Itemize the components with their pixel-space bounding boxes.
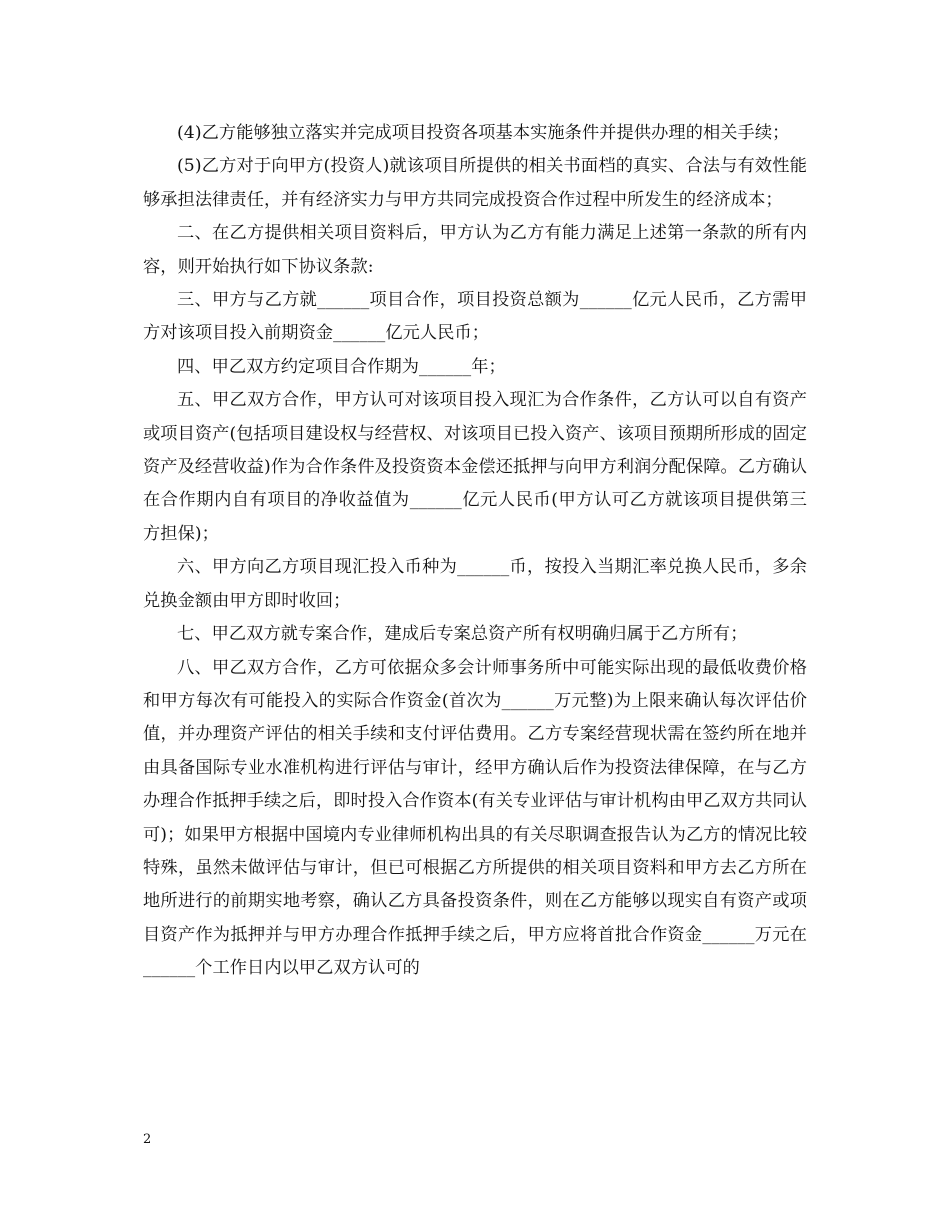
clause-paragraph-5: 五、甲乙双方合作，甲方认可对该项目投入现汇为合作条件，乙方认可以自有资产或项目资产(包括项目建设权与经营权、对该项目已投入资产、该项目预期所形成的固定资产及经营收益)作为合作条件及投资资本金偿还抵押与向甲方利润分配保障。乙方确认在合作期内自有项目的净收益值为______亿元人民币(甲方认可乙方就该项目提供第三方担保)； <box>143 390 807 544</box>
clause-paragraph-6: 六、甲方向乙方项目现汇投入币种为______币，按投入当期汇率兑换人民币，多余兑换金额由甲方即时收回； <box>143 557 807 611</box>
clause-paragraph-4: 四、甲乙双方约定项目合作期为______年； <box>177 356 506 377</box>
clause-paragraph-8: 八、甲乙双方合作，乙方可依据众多会计师事务所中可能实际出现的最低收费价格和甲方每次有可能投入的实际合作资金(首次为______万元整)为上限来确认每次评估价值，并办理资产评估的相关手续和支付评估费用。乙方专案经营现状需在签约所在地并由具备国际专业水准机构进行评估与审计，经甲方确认后作为投资法律保障，在与乙方办理合作抵押手续之后，即时投入合作资本(有关专业评估与审计机构由甲乙双方共同认可)；如果甲方根据中国境内专业律师机构出具的有关尽职调查报告认为乙方的情况比较特殊，虽然未做评估与审计，但已可根据乙方所提供的相关项目资料和甲方去乙方所在地所进行的前期实地考察，确认乙方具备投资条件，则在乙方能够以现实自有资产或项目资产作为抵押并与甲方办理合作抵押手续之后，甲方应将首批合作资金______万元在______个工作日内以甲乙双方认可的 <box>143 657 807 979</box>
page-number: 2 <box>143 1132 152 1147</box>
clause-paragraph-7: 七、甲乙双方就专案合作，建成后专案总资产所有权明确归属于乙方所有； <box>177 624 748 645</box>
clause-paragraph-4-4: (4)乙方能够独立落实并完成项目投资各项基本实施条件并提供办理的相关手续； <box>177 123 790 143</box>
clause-paragraph-4-5: (5)乙方对于向甲方(投资人)就该项目所提供的相关书面档的真实、合法与有效性能够承担法律责任，并有经济实力与甲方共同完成投资合作过程中所发生的经济成本； <box>143 156 807 210</box>
document-body <box>143 117 807 986</box>
clause-paragraph-2: 二、在乙方提供相关项目资料后，甲方认为乙方有能力满足上述第一条款的所有内容，则开始执行如下协议条款: <box>143 223 807 277</box>
clause-paragraph-3: 三、甲方与乙方就______项目合作，项目投资总额为______亿元人民币，乙方需甲方对该项目投入前期资金______亿元人民币； <box>143 290 807 344</box>
